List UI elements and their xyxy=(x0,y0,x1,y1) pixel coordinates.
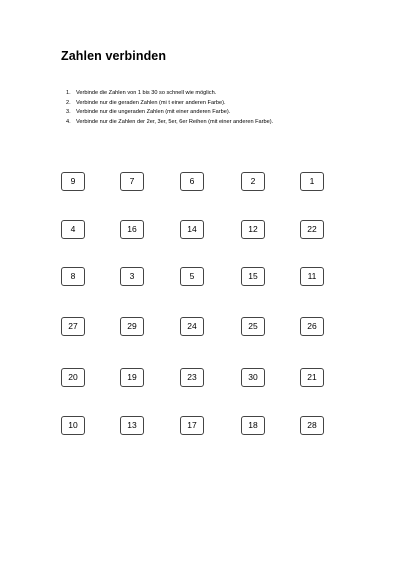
instruction-text: Verbinde die Zahlen von 1 bis 30 so schnell wie möglich. xyxy=(76,90,217,96)
number-box[interactable]: 11 xyxy=(300,267,324,286)
number-box[interactable]: 27 xyxy=(61,317,85,336)
number-box[interactable]: 18 xyxy=(241,416,265,435)
number-box[interactable]: 10 xyxy=(61,416,85,435)
number-box[interactable]: 3 xyxy=(120,267,144,286)
number-box[interactable]: 28 xyxy=(300,416,324,435)
instruction-number: 2. xyxy=(66,99,71,106)
number-box[interactable]: 8 xyxy=(61,267,85,286)
instruction-text: Verbinde nur die ungeraden Zahlen (mit einer anderen Farbe). xyxy=(76,109,231,115)
number-box[interactable]: 29 xyxy=(120,317,144,336)
instruction-number: 4. xyxy=(66,118,71,125)
number-box[interactable]: 5 xyxy=(180,267,204,286)
number-box[interactable]: 24 xyxy=(180,317,204,336)
number-box[interactable]: 13 xyxy=(120,416,144,435)
number-box[interactable]: 9 xyxy=(61,172,85,191)
instruction-number: 3. xyxy=(66,109,71,115)
number-box[interactable]: 26 xyxy=(300,317,324,336)
number-box[interactable]: 25 xyxy=(241,317,265,336)
number-box[interactable]: 20 xyxy=(61,368,85,387)
number-box[interactable]: 16 xyxy=(120,220,144,239)
number-box[interactable]: 4 xyxy=(61,220,85,239)
number-box[interactable]: 30 xyxy=(241,368,265,387)
number-box[interactable]: 14 xyxy=(180,220,204,239)
number-box[interactable]: 2 xyxy=(241,172,265,191)
instruction-text: Verbinde nur die Zahlen der 2er, 3er, 5er, 6er Reihen (mit einer anderen Farbe). xyxy=(76,118,274,125)
worksheet-title: Zahlen verbinden xyxy=(61,49,167,63)
number-box[interactable]: 19 xyxy=(120,368,144,387)
number-box[interactable]: 21 xyxy=(300,368,324,387)
number-box[interactable]: 17 xyxy=(180,416,204,435)
number-box[interactable]: 1 xyxy=(300,172,324,191)
number-box[interactable]: 23 xyxy=(180,368,204,387)
instruction-text: Verbinde nur die geraden Zahlen (mi t einer anderen Farbe). xyxy=(76,99,226,106)
number-box[interactable]: 15 xyxy=(241,267,265,286)
instruction-number: 1. xyxy=(66,90,71,96)
number-box[interactable]: 6 xyxy=(180,172,204,191)
number-box[interactable]: 7 xyxy=(120,172,144,191)
number-box[interactable]: 22 xyxy=(300,220,324,239)
number-box[interactable]: 12 xyxy=(241,220,265,239)
